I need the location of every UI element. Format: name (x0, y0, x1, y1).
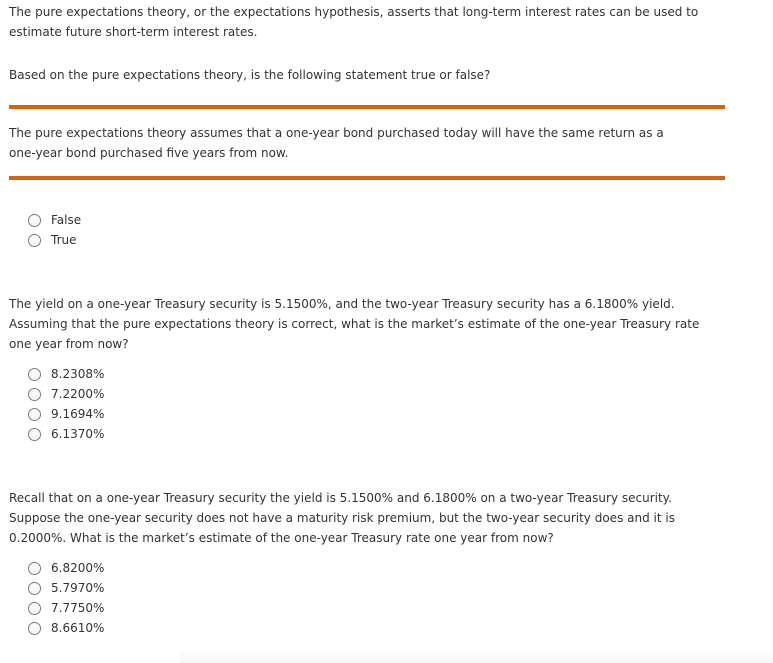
radio-option[interactable] (28, 384, 104, 404)
radio-button-icon[interactable] (28, 428, 41, 441)
radio-option[interactable] (28, 618, 104, 638)
radio-option[interactable] (28, 364, 104, 384)
question3-line: 0.2000%. What is the market’s estimate of the one-year Treasury rate one year from now? (9, 531, 554, 545)
question3-text (9, 488, 725, 548)
question1-options (28, 210, 81, 250)
question3-line: Recall that on a one-year Treasury security the yield is 5.1500% and 6.1800% on a two-year Treasury security. (9, 491, 672, 505)
option-label: True (51, 233, 77, 247)
question3-line: Suppose the one-year security does not have a maturity risk premium, but the two-year security does and it is (9, 511, 675, 525)
question2-line: Assuming that the pure expectations theory is correct, what is the market’s estimate of the one-year Treasury rate (9, 317, 700, 331)
intro-line: estimate future short-term interest rates. (9, 25, 258, 39)
option-label: False (51, 213, 82, 227)
question2-line: one year from now? (9, 337, 129, 351)
radio-button-icon[interactable] (28, 368, 41, 381)
option-label: 7.2200% (51, 387, 105, 401)
radio-button-icon[interactable] (28, 234, 41, 247)
statement-line: The pure expectations theory assumes that a one-year bond purchased today will have the same return as a (9, 126, 664, 140)
question1-statement (9, 123, 725, 163)
radio-option[interactable] (28, 404, 104, 424)
radio-button-icon[interactable] (28, 622, 41, 635)
intro-line: The pure expectations theory, or the expectations hypothesis, asserts that long-term interest rates can be used to (9, 5, 699, 19)
question2-options (28, 364, 104, 444)
radio-button-icon[interactable] (28, 388, 41, 401)
option-label: 7.7750% (51, 601, 105, 615)
radio-option-true[interactable] (28, 230, 81, 250)
question2-text (9, 294, 725, 354)
radio-option[interactable] (28, 578, 104, 598)
statement-line: one-year bond purchased five years from now. (9, 146, 289, 160)
statement-top-rule (9, 105, 725, 109)
option-label: 6.8200% (51, 561, 105, 575)
option-label: 8.6610% (51, 621, 105, 635)
option-label: 9.1694% (51, 407, 105, 421)
radio-option[interactable] (28, 558, 104, 578)
radio-button-icon[interactable] (28, 214, 41, 227)
radio-button-icon[interactable] (28, 582, 41, 595)
option-label: 6.1370% (51, 427, 105, 441)
question2-line: The yield on a one-year Treasury security is 5.1500%, and the two-year Treasury security has a 6.1800% yield. (9, 297, 675, 311)
radio-option[interactable] (28, 424, 104, 444)
option-label: 5.7970% (51, 581, 105, 595)
radio-button-icon[interactable] (28, 562, 41, 575)
question1-prompt: Based on the pure expectations theory, is the following statement true or false? (9, 68, 491, 82)
intro-paragraph (9, 2, 729, 42)
bottom-fade (180, 649, 773, 663)
statement-bottom-rule (9, 176, 725, 180)
option-label: 8.2308% (51, 367, 105, 381)
radio-button-icon[interactable] (28, 408, 41, 421)
radio-option-false[interactable] (28, 210, 81, 230)
radio-button-icon[interactable] (28, 602, 41, 615)
radio-option[interactable] (28, 598, 104, 618)
question3-options (28, 558, 104, 638)
